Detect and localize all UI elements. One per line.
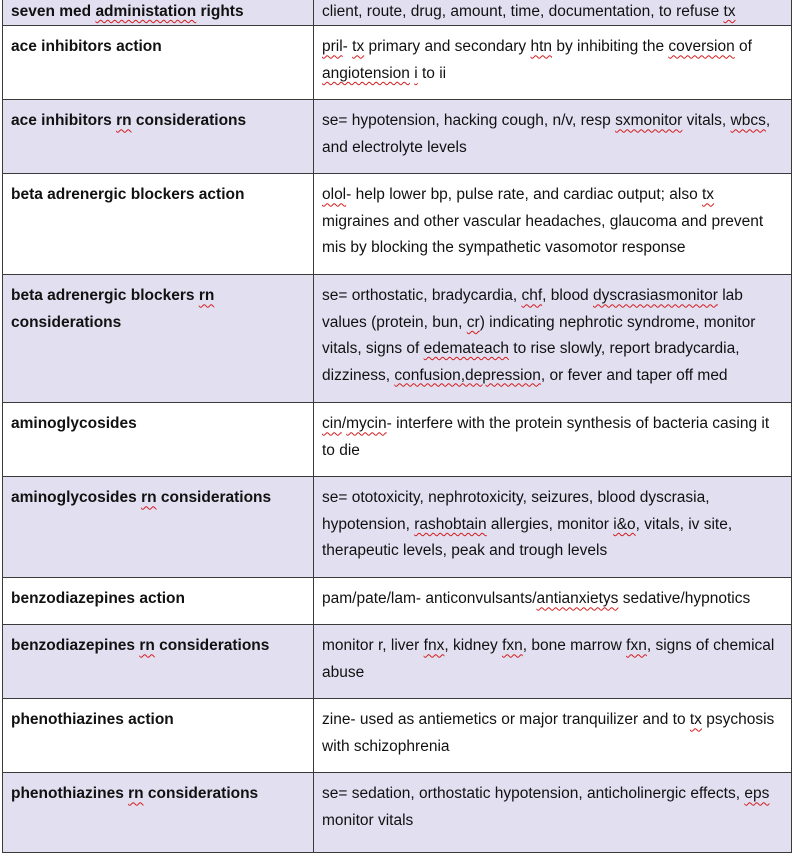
text-segment: benzodiazepines action [11, 590, 185, 608]
flashcard-row [3, 0, 792, 26]
misspelled-word: edemateach [423, 340, 509, 358]
misspelled-word: fnx [423, 637, 445, 655]
text-segment: migraines and other vascular headaches, glaucoma and prevent mis by blocking the sympathetic vasomotor response [322, 212, 764, 257]
misspelled-word: pril [322, 38, 343, 56]
definition-cell [314, 275, 792, 403]
misspelled-word: chf [521, 287, 543, 305]
misspelled-word: sxmonitor [615, 112, 683, 130]
text-segment: monitor vitals [322, 811, 414, 829]
misspelled-word: administation [95, 3, 197, 20]
definition-cell [314, 477, 792, 578]
text-segment: to ii [417, 64, 447, 82]
definition-cell [314, 578, 792, 625]
misspelled-word: eps [744, 785, 770, 803]
text-segment: considerations [154, 637, 270, 655]
misspelled-word: rn [139, 637, 155, 655]
text-segment: , blood [542, 287, 593, 305]
text-segment: / [341, 415, 347, 433]
text-segment: - interfere with the protein synthesis of bacteria casing it to die [322, 415, 770, 459]
misspelled-word: fxn [502, 637, 523, 655]
flashcard-row [3, 625, 792, 699]
term-cell [3, 578, 314, 625]
text-segment: ace inhibitors action [11, 38, 162, 56]
term-cell [3, 403, 314, 477]
flashcard-row [3, 578, 792, 625]
misspelled-word: tx [352, 38, 365, 56]
text-segment: monitor r, liver [322, 637, 424, 655]
text-segment: by inhibiting the [552, 38, 669, 56]
misspelled-word: cin [322, 415, 342, 433]
misspelled-word: cr [466, 313, 480, 331]
term-cell [3, 100, 314, 174]
text-segment: psychosis with schizophrenia [322, 711, 775, 755]
text-segment: benzodiazepines [11, 637, 140, 655]
misspelled-word: confusion,depression [394, 366, 541, 384]
misspelled-word: rn [116, 112, 132, 130]
text-segment: ace inhibitors [11, 112, 117, 130]
text-segment: - help lower bp, pulse rate, and cardiac output; also [346, 186, 702, 204]
misspelled-word: mycin [346, 415, 387, 433]
text-segment: aminoglycosides [11, 415, 137, 433]
flashcard-table-body [3, 0, 792, 853]
text-segment: , or fever and taper off med [540, 366, 728, 384]
text-segment: aminoglycosides [11, 489, 142, 507]
term-cell [3, 699, 314, 773]
misspelled-word: coversion [668, 38, 735, 56]
text-segment: phenothiazines action [11, 711, 174, 729]
text-segment: , and electrolyte levels [322, 112, 771, 156]
text-segment: beta adrenergic blockers [11, 287, 199, 305]
term-cell [3, 174, 314, 275]
text-segment: allergies, monitor [486, 515, 614, 533]
text-segment: phenothiazines [11, 785, 129, 803]
term-cell [3, 0, 314, 26]
text-segment: - [342, 38, 353, 56]
text-segment: , bone marrow [522, 637, 627, 655]
text-segment: primary and secondary [364, 38, 531, 56]
term-cell [3, 275, 314, 403]
text-segment: considerations [11, 313, 122, 331]
text-segment: seven med [11, 3, 96, 20]
text-segment: considerations [143, 785, 259, 803]
text-segment: considerations [131, 112, 247, 130]
definition-cell [314, 403, 792, 477]
flashcard-row [3, 477, 792, 578]
text-segment: rights [196, 3, 244, 20]
misspelled-word: olol [322, 186, 347, 204]
definition-cell [314, 100, 792, 174]
misspelled-word: rashobtain [414, 515, 487, 533]
definition-cell [314, 699, 792, 773]
flashcard-table [2, 0, 792, 853]
term-cell [3, 477, 314, 578]
text-segment: , kidney [444, 637, 503, 655]
misspelled-word: angiotension [322, 64, 410, 82]
text-segment: lab values (protein, bun, [322, 287, 743, 331]
text-segment: se= sedation, orthostatic hypotension, anticholinergic effects, [322, 785, 745, 803]
misspelled-word: antianxietys [536, 590, 619, 608]
term-cell [3, 773, 314, 853]
flashcard-row [3, 100, 792, 174]
term-cell [3, 26, 314, 100]
flashcard-row [3, 275, 792, 403]
misspelled-word: htn [530, 38, 553, 56]
definition-cell [314, 0, 792, 26]
text-segment: se= orthostatic, bradycardia, [322, 287, 522, 305]
misspelled-word: rn [128, 785, 144, 803]
text-segment: , signs of chemical abuse [322, 637, 775, 681]
text-segment: vitals, [682, 112, 731, 130]
misspelled-word: tx [723, 3, 736, 20]
term-cell [3, 625, 314, 699]
flashcard-row [3, 26, 792, 100]
flashcard-row [3, 174, 792, 275]
text-segment: to rise slowly, report bradycardia, dizziness, [322, 340, 740, 384]
misspelled-word: i&o [613, 515, 636, 533]
text-segment: ) indicating nephrotic syndrome, monitor vitals, signs of [322, 313, 756, 358]
text-segment: beta adrenergic blockers action [11, 186, 245, 204]
text-segment: sedative/hypnotics [618, 590, 751, 608]
misspelled-word: tx [689, 711, 702, 729]
text-segment: se= ototoxicity, nephrotoxicity, seizures, blood dyscrasia, hypotension, [322, 489, 710, 533]
text-segment: se= hypotension, hacking cough, n/v, resp [322, 112, 616, 130]
definition-cell [314, 625, 792, 699]
text-segment: pam/pate/lam- anticonvulsants/ [322, 590, 537, 608]
misspelled-word: rn [198, 287, 215, 305]
text-segment: , vitals, iv site, therapeutic levels, peak and trough levels [322, 515, 733, 560]
text-segment: client, route, drug, amount, time, documentation, to refuse [322, 3, 724, 20]
misspelled-word: rn [141, 489, 157, 507]
misspelled-word: tx [702, 186, 715, 204]
definition-cell [314, 174, 792, 275]
misspelled-word: i [414, 64, 418, 82]
text-segment: of [734, 38, 752, 56]
text-segment: considerations [156, 489, 272, 507]
definition-cell [314, 26, 792, 100]
flashcard-row [3, 699, 792, 773]
flashcard-row [3, 773, 792, 853]
misspelled-word: wbcs [730, 112, 766, 130]
text-segment: zine- used as antiemetics or major tranquilizer and to [322, 711, 690, 729]
misspelled-word: fxn [626, 637, 647, 655]
definition-cell [314, 773, 792, 853]
misspelled-word: dyscrasiasmonitor [593, 287, 718, 305]
flashcard-row [3, 403, 792, 477]
